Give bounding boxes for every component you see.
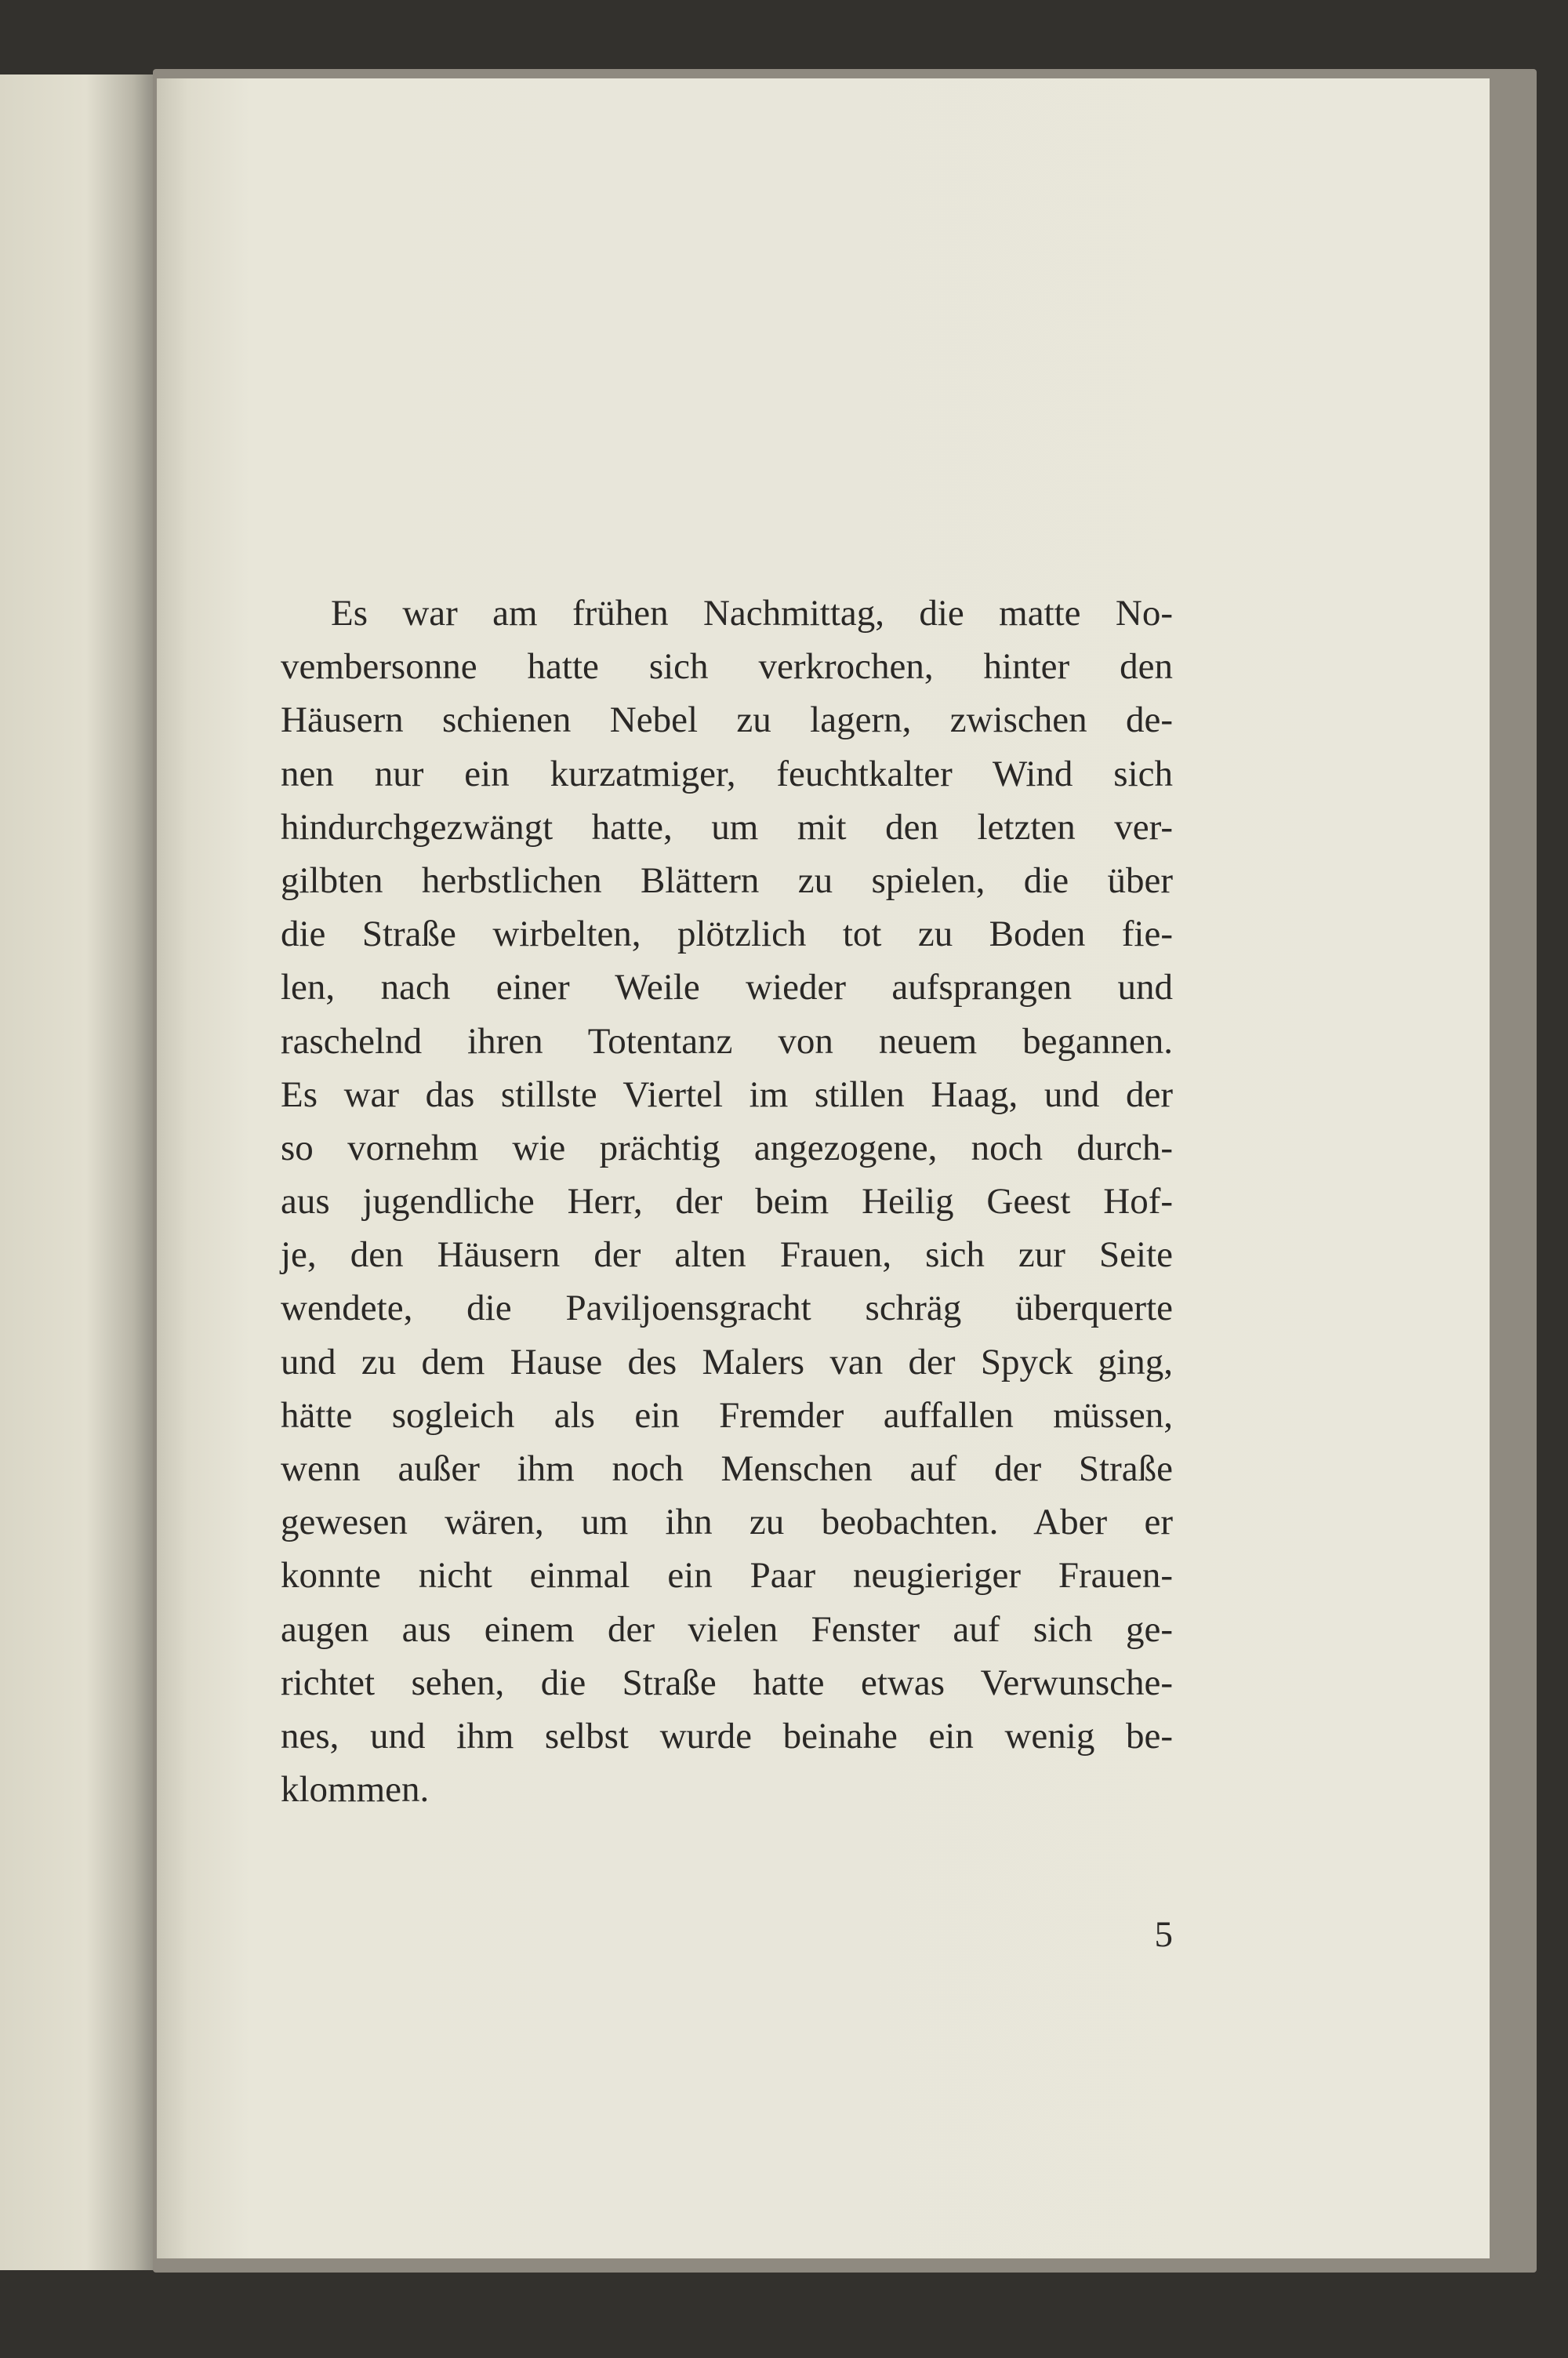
text-line: augen aus einem der vielen Fenster auf sich ge- [281,1608,1173,1650]
text-line: Es war das stillste Viertel im stillen Haag, und der [281,1074,1173,1115]
text-line: je, den Häusern der alten Frauen, sich zur Seite [281,1234,1173,1276]
body-paragraph [281,587,1173,1816]
text-line: gewesen wären, um ihn zu beobachten. Aber er [281,1502,1173,1543]
text-line: Häusern schienen Nebel zu lagern, zwischen de- [281,699,1173,741]
text-line: gilbten herbstlichen Blättern zu spielen, die über [281,859,1173,901]
text-line: und zu dem Hause des Malers van der Spyck ging, [281,1341,1173,1382]
text-line: Es war am frühen Nachmittag, die matte No- [331,593,1173,634]
text-line: wendete, die Paviljoensgracht schräg überquerte [281,1288,1173,1329]
text-line: vembersonne hatte sich verkrochen, hinter den [281,646,1173,688]
text-line: hindurchgezwängt hatte, um mit den letzten ver- [281,806,1173,848]
text-line: nen nur ein kurzatmiger, feuchtkalter Wind sich [281,753,1173,794]
text-line: konnte nicht einmal ein Paar neugieriger Frauen- [281,1555,1173,1597]
text-line: die Straße wirbelten, plötzlich tot zu Boden fie- [281,914,1173,955]
text-line: nes, und ihm selbst wurde beinahe ein wenig be- [281,1715,1173,1757]
text-line: wenn außer ihm noch Menschen auf der Straße [281,1448,1173,1489]
text-line: aus jugendliche Herr, der beim Heilig Geest Hof- [281,1181,1173,1223]
text-line: richtet sehen, die Straße hatte etwas Verwunsche- [281,1662,1173,1703]
text-line: so vornehm wie prächtig angezogene, noch durch- [281,1127,1173,1168]
left-page-edge [0,74,157,2270]
text-line: len, nach einer Weile wieder aufsprangen und [281,967,1173,1008]
text-line: raschelnd ihren Totentanz von neuem begannen. [281,1020,1173,1062]
page-number: 5 [1154,1914,1173,1955]
text-line: klommen. [281,1769,430,1811]
text-line: hätte sogleich als ein Fremder auffallen müssen, [281,1394,1173,1436]
